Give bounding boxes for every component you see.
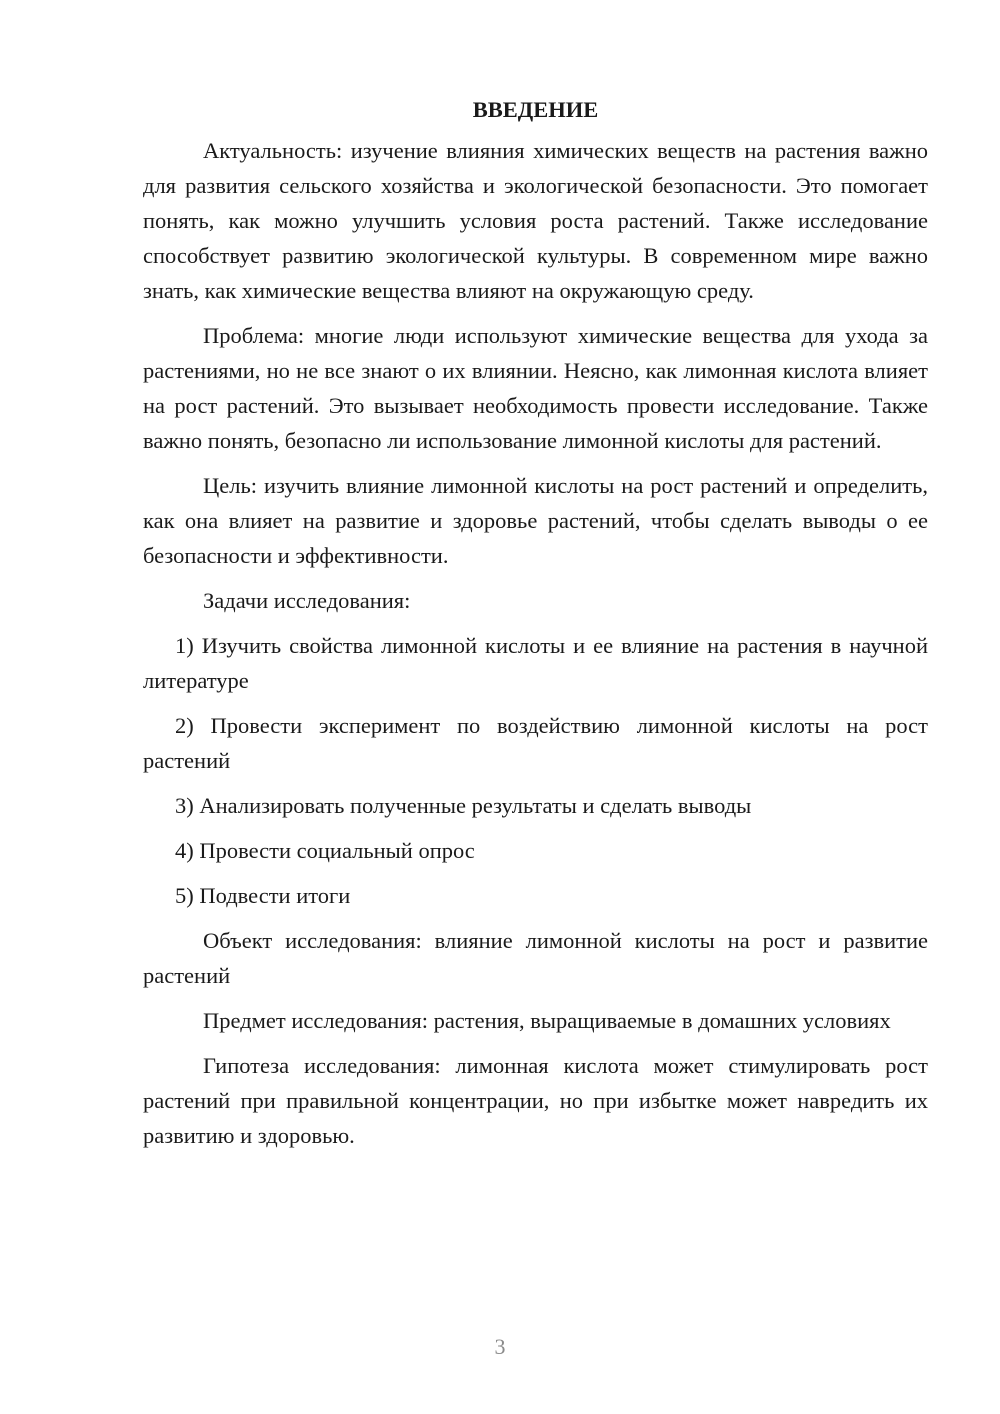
goal-paragraph: Цель: изучить влияние лимонной кислоты на рост растений и определить, как она влияет на развитие и здоровье растений, чтобы сделать выводы о ее безопасности и эффективности.	[143, 473, 928, 568]
tasks-label: Задачи исследования:	[203, 588, 411, 613]
task-item-5: 5) Подвести итоги	[175, 883, 351, 908]
hypothesis-paragraph: Гипотеза исследования: лимонная кислота может стимулировать рост растений при правильной концентрации, но при избытке может навредить их развитию и здоровью.	[143, 1053, 928, 1148]
section-heading: ВВЕДЕНИЕ	[472, 97, 599, 122]
page-content	[143, 92, 928, 1163]
subject-paragraph: Предмет исследования: растения, выращиваемые в домашних условиях	[203, 1008, 891, 1033]
object-paragraph: Объект исследования: влияние лимонной кислоты на рост и развитие растений	[143, 928, 928, 988]
task-item-4: 4) Провести социальный опрос	[175, 838, 475, 863]
page-number: 3	[494, 1334, 506, 1359]
task-item-1: 1) Изучить свойства лимонной кислоты и ее влияние на растения в научной литературе	[143, 633, 928, 693]
task-item-2: 2) Провести эксперимент по воздействию лимонной кислоты на рост растений	[143, 713, 928, 773]
relevance-paragraph: Актуальность: изучение влияния химических веществ на растения важно для развития сельского хозяйства и экологической безопасности. Это помогает понять, как можно улучшить условия роста растений. Также исследование способствует развитию экологической культуры. В современном мире важно знать, как химические вещества влияют на окружающую среду.	[143, 138, 928, 303]
problem-paragraph: Проблема: многие люди используют химические вещества для ухода за растениями, но не все знают о их влиянии. Неясно, как лимонная кислота влияет на рост растений. Это вызывает необходимость провести исследование. Также важно понять, безопасно ли использование лимонной кислоты для растений.	[143, 323, 928, 453]
task-item-3: 3) Анализировать полученные результаты и сделать выводы	[175, 793, 752, 818]
